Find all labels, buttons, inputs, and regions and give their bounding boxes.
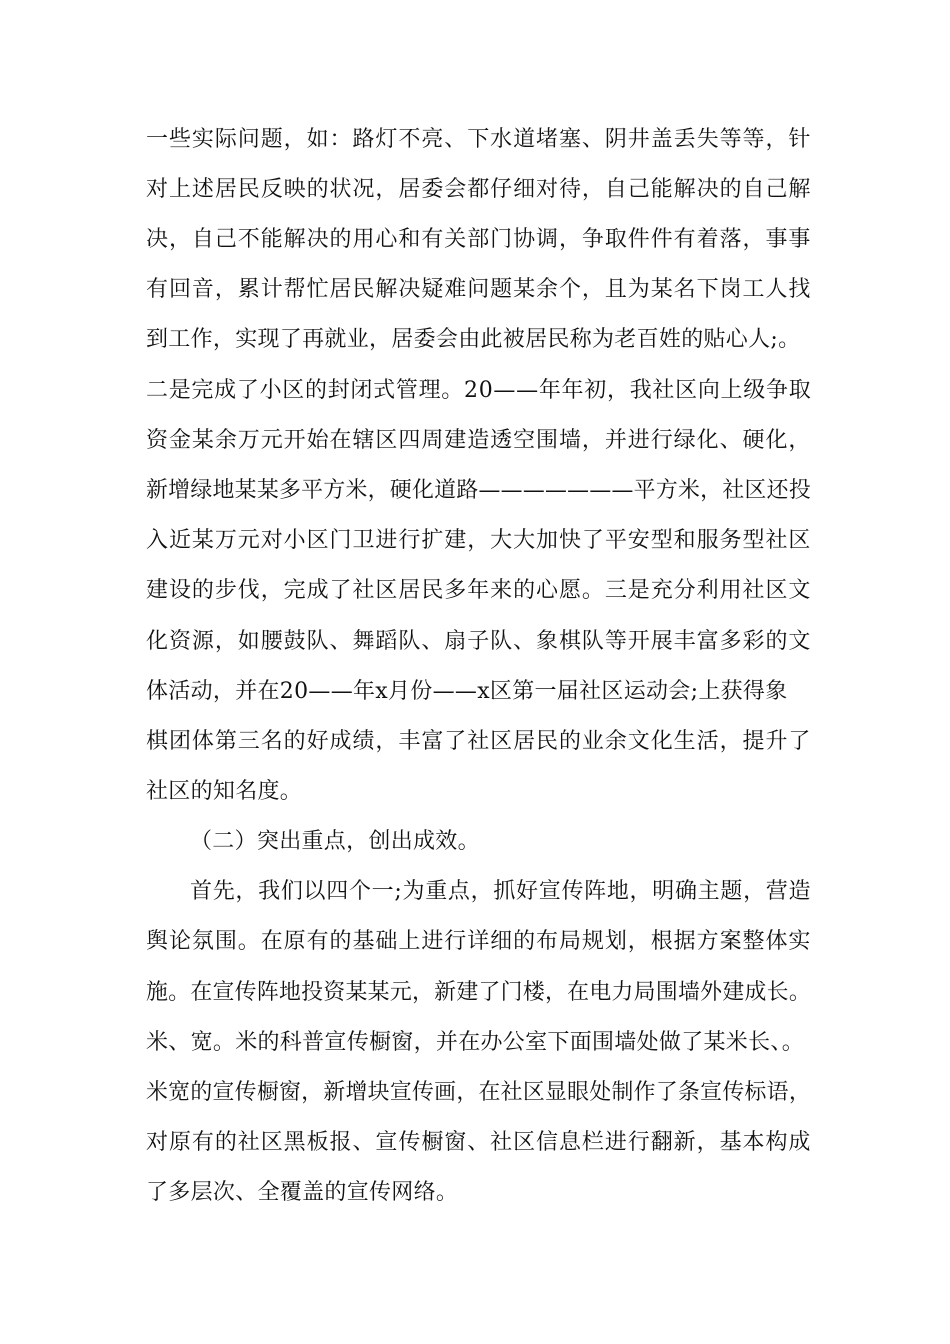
text-line: 首先，我们以四个一;为重点，抓好宣传阵地，明确主题，营造	[190, 879, 812, 904]
text-line: 舆论氛围。在原有的基础上进行详细的布局规划，根据方案整体实	[146, 929, 812, 954]
text-line: 资金某余万元开始在辖区四周建造透空围墙，并进行绿化、硬化，	[146, 428, 812, 453]
text-line: 棋团体第三名的好成绩，丰富了社区居民的业余文化生活，提升了	[146, 729, 812, 754]
text-line: 米宽的宣传橱窗，新增块宣传画，在社区显眼处制作了条宣传标语，	[146, 1080, 812, 1105]
text-line: 社区的知名度。	[146, 779, 303, 804]
text-line: 决，自己不能解决的用心和有关部门协调，争取件件有着落，事事	[146, 227, 812, 252]
text-line: 体活动，并在20——年x月份——x区第一届社区运动会;上获得象	[146, 679, 788, 704]
text-line: 入近某万元对小区门卫进行扩建，大大加快了平安型和服务型社区	[146, 528, 812, 553]
text-line: （二）突出重点，创出成效。	[190, 829, 480, 854]
text-line: 建设的步伐，完成了社区居民多年来的心愿。三是充分利用社区文	[146, 578, 812, 603]
text-line: 米、宽。米的科普宣传橱窗，并在办公室下面围墙处做了某米长、。	[146, 1030, 805, 1055]
text-line: 一些实际问题，如：路灯不亮、下水道堵塞、阴井盖丢失等等，针	[146, 127, 812, 152]
text-line: 了多层次、全覆盖的宣传网络。	[146, 1180, 459, 1205]
text-line: 对原有的社区黑板报、宣传橱窗、社区信息栏进行翻新，基本构成	[146, 1130, 812, 1155]
text-line: 有回音，累计帮忙居民解决疑难问题某余个，且为某名下岗工人找	[146, 277, 812, 302]
text-line: 新增绿地某某多平方米，硬化道路———————平方米，社区还投	[146, 478, 812, 503]
text-line: 化资源，如腰鼓队、舞蹈队、扇子队、象棋队等开展丰富多彩的文	[146, 629, 812, 654]
text-line: 施。在宣传阵地投资某某元，新建了门楼，在电力局围墙外建成长。	[146, 980, 812, 1005]
text-line: 对上述居民反映的状况，居委会都仔细对待，自己能解决的自己解	[146, 177, 812, 202]
text-line: 到工作，实现了再就业，居委会由此被居民称为老百姓的贴心人;。	[146, 327, 801, 352]
text-line: 二是完成了小区的封闭式管理。20——年年初，我社区向上级争取	[146, 378, 812, 403]
